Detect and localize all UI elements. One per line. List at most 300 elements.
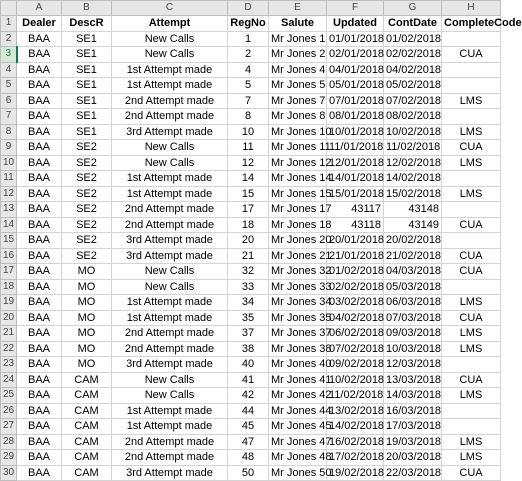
data-cell[interactable]: 12/02/2018 bbox=[384, 155, 442, 171]
data-cell[interactable]: 19/03/2018 bbox=[384, 434, 442, 450]
data-cell[interactable]: BAA bbox=[17, 186, 62, 202]
data-cell[interactable]: 07/02/2018 bbox=[384, 93, 442, 109]
data-cell[interactable]: 44 bbox=[228, 403, 269, 419]
data-cell[interactable]: BAA bbox=[17, 124, 62, 140]
table-header-row bbox=[1, 16, 501, 32]
data-cell[interactable]: BAA bbox=[17, 295, 62, 311]
data-cell[interactable]: 17/03/2018 bbox=[384, 419, 442, 435]
row-number[interactable]: 26 bbox=[1, 403, 17, 419]
data-cell[interactable]: BAA bbox=[17, 62, 62, 78]
table-row bbox=[1, 326, 501, 342]
data-cell[interactable]: New Calls bbox=[112, 155, 228, 171]
data-cell[interactable]: BAA bbox=[17, 279, 62, 295]
data-cell[interactable]: 11/01/2018 bbox=[327, 140, 384, 156]
data-cell[interactable]: Mr Jones 42 bbox=[269, 388, 327, 404]
data-cell[interactable]: 1st Attempt made bbox=[112, 310, 228, 326]
data-cell[interactable] bbox=[442, 78, 501, 94]
data-cell[interactable]: 47 bbox=[228, 434, 269, 450]
data-cell[interactable]: SE1 bbox=[62, 93, 112, 109]
data-cell[interactable]: CUA bbox=[442, 248, 501, 264]
row-number[interactable]: 21 bbox=[1, 326, 17, 342]
data-cell[interactable]: 2nd Attempt made bbox=[112, 434, 228, 450]
row-number[interactable]: 14 bbox=[1, 217, 17, 233]
data-cell[interactable]: 15/02/2018 bbox=[384, 186, 442, 202]
data-cell[interactable]: Mr Jones 33 bbox=[269, 279, 327, 295]
data-cell[interactable]: 12/03/2018 bbox=[384, 357, 442, 373]
data-cell[interactable]: 10/02/2018 bbox=[384, 124, 442, 140]
data-cell[interactable]: SE2 bbox=[62, 202, 112, 218]
data-cell[interactable]: LMS bbox=[442, 186, 501, 202]
data-cell[interactable]: 09/02/2018 bbox=[327, 357, 384, 373]
data-cell[interactable]: 2nd Attempt made bbox=[112, 217, 228, 233]
data-cell[interactable]: BAA bbox=[17, 202, 62, 218]
data-cell[interactable]: 10 bbox=[228, 124, 269, 140]
data-cell[interactable]: CAM bbox=[62, 388, 112, 404]
data-cell[interactable]: 37 bbox=[228, 326, 269, 342]
data-cell[interactable]: 5 bbox=[228, 78, 269, 94]
data-cell[interactable]: BAA bbox=[17, 140, 62, 156]
data-cell[interactable]: 01/02/2018 bbox=[327, 264, 384, 280]
data-cell[interactable]: SE2 bbox=[62, 140, 112, 156]
data-cell[interactable]: 10/01/2018 bbox=[327, 124, 384, 140]
data-cell[interactable]: New Calls bbox=[112, 279, 228, 295]
data-cell[interactable]: Mr Jones 11 bbox=[269, 140, 327, 156]
table-row bbox=[1, 264, 501, 280]
data-cell[interactable]: Mr Jones 45 bbox=[269, 419, 327, 435]
table-row bbox=[1, 233, 501, 249]
data-cell[interactable]: 10/03/2018 bbox=[384, 341, 442, 357]
row-number[interactable]: 1 bbox=[1, 16, 17, 32]
data-cell[interactable]: 21 bbox=[228, 248, 269, 264]
data-cell[interactable]: LMS bbox=[442, 155, 501, 171]
data-cell[interactable]: 16/02/2018 bbox=[327, 434, 384, 450]
table-row bbox=[1, 419, 501, 435]
data-cell[interactable] bbox=[442, 109, 501, 125]
data-cell[interactable]: 1st Attempt made bbox=[112, 186, 228, 202]
table-row bbox=[1, 186, 501, 202]
data-cell[interactable]: LMS bbox=[442, 434, 501, 450]
data-cell[interactable]: LMS bbox=[442, 93, 501, 109]
data-cell[interactable]: 05/01/2018 bbox=[327, 78, 384, 94]
row-number[interactable]: 18 bbox=[1, 279, 17, 295]
data-cell[interactable]: 3rd Attempt made bbox=[112, 357, 228, 373]
data-cell[interactable]: 1 bbox=[228, 31, 269, 47]
data-cell[interactable]: BAA bbox=[17, 155, 62, 171]
row-number[interactable]: 4 bbox=[1, 62, 17, 78]
data-cell[interactable]: 12/01/2018 bbox=[327, 155, 384, 171]
data-cell[interactable]: 21/02/2018 bbox=[384, 248, 442, 264]
data-cell[interactable]: LMS bbox=[442, 326, 501, 342]
data-cell[interactable]: 2nd Attempt made bbox=[112, 109, 228, 125]
row-number[interactable]: 25 bbox=[1, 388, 17, 404]
data-cell[interactable]: New Calls bbox=[112, 388, 228, 404]
data-cell[interactable]: 12 bbox=[228, 155, 269, 171]
data-cell[interactable]: CUA bbox=[442, 372, 501, 388]
data-cell[interactable] bbox=[442, 419, 501, 435]
column-header-g[interactable]: G bbox=[384, 1, 442, 16]
data-cell[interactable]: SE2 bbox=[62, 155, 112, 171]
header-cell[interactable]: Salute bbox=[269, 16, 327, 32]
data-cell[interactable]: Mr Jones 20 bbox=[269, 233, 327, 249]
column-header-c[interactable]: C bbox=[112, 1, 228, 16]
row-number[interactable]: 12 bbox=[1, 186, 17, 202]
data-cell[interactable]: 07/03/2018 bbox=[384, 310, 442, 326]
row-number[interactable]: 17 bbox=[1, 264, 17, 280]
data-cell[interactable]: 14 bbox=[228, 171, 269, 187]
data-cell[interactable]: 05/02/2018 bbox=[384, 78, 442, 94]
row-number[interactable]: 2 bbox=[1, 31, 17, 47]
data-cell[interactable]: 50 bbox=[228, 465, 269, 481]
data-cell[interactable]: 02/02/2018 bbox=[384, 47, 442, 63]
data-cell[interactable]: 3rd Attempt made bbox=[112, 465, 228, 481]
data-cell[interactable]: 8 bbox=[228, 109, 269, 125]
table-row bbox=[1, 31, 501, 47]
data-cell[interactable]: New Calls bbox=[112, 264, 228, 280]
data-cell[interactable]: 1st Attempt made bbox=[112, 295, 228, 311]
row-number[interactable]: 3 bbox=[1, 47, 17, 63]
data-cell[interactable]: BAA bbox=[17, 372, 62, 388]
data-cell[interactable]: New Calls bbox=[112, 372, 228, 388]
data-cell[interactable]: Mr Jones 44 bbox=[269, 403, 327, 419]
data-cell[interactable]: MO bbox=[62, 341, 112, 357]
data-cell[interactable] bbox=[442, 279, 501, 295]
data-cell[interactable]: Mr Jones 40 bbox=[269, 357, 327, 373]
data-cell[interactable]: CAM bbox=[62, 403, 112, 419]
row-number[interactable]: 30 bbox=[1, 465, 17, 481]
header-cell[interactable]: CompleteCode bbox=[442, 16, 501, 32]
row-number[interactable]: 27 bbox=[1, 419, 17, 435]
row-number[interactable]: 6 bbox=[1, 93, 17, 109]
data-cell[interactable]: 34 bbox=[228, 295, 269, 311]
data-cell[interactable]: 2nd Attempt made bbox=[112, 93, 228, 109]
data-cell[interactable]: BAA bbox=[17, 171, 62, 187]
data-cell[interactable]: BAA bbox=[17, 31, 62, 47]
data-cell[interactable]: BAA bbox=[17, 450, 62, 466]
data-cell[interactable]: 13/03/2018 bbox=[384, 372, 442, 388]
data-cell[interactable]: SE1 bbox=[62, 62, 112, 78]
data-cell[interactable]: BAA bbox=[17, 403, 62, 419]
data-cell[interactable]: 40 bbox=[228, 357, 269, 373]
data-cell[interactable]: Mr Jones 12 bbox=[269, 155, 327, 171]
data-cell[interactable]: 20/01/2018 bbox=[327, 233, 384, 249]
data-cell[interactable]: 1st Attempt made bbox=[112, 62, 228, 78]
row-number[interactable]: 11 bbox=[1, 171, 17, 187]
data-cell[interactable] bbox=[442, 233, 501, 249]
row-number[interactable]: 8 bbox=[1, 124, 17, 140]
data-cell[interactable]: 17 bbox=[228, 202, 269, 218]
data-cell[interactable]: BAA bbox=[17, 248, 62, 264]
row-number[interactable]: 28 bbox=[1, 434, 17, 450]
data-cell[interactable]: BAA bbox=[17, 434, 62, 450]
data-cell[interactable]: SE1 bbox=[62, 109, 112, 125]
data-cell[interactable]: SE1 bbox=[62, 47, 112, 63]
table-row bbox=[1, 465, 501, 481]
data-cell[interactable]: BAA bbox=[17, 419, 62, 435]
data-cell[interactable]: BAA bbox=[17, 217, 62, 233]
data-cell[interactable]: Mr Jones 47 bbox=[269, 434, 327, 450]
data-cell[interactable]: Mr Jones 2 bbox=[269, 47, 327, 63]
data-cell[interactable]: CUA bbox=[442, 310, 501, 326]
column-header-f[interactable]: F bbox=[327, 1, 384, 16]
data-cell[interactable]: SE1 bbox=[62, 78, 112, 94]
data-cell[interactable]: 19/02/2018 bbox=[327, 465, 384, 481]
data-cell[interactable]: BAA bbox=[17, 341, 62, 357]
header-cell[interactable]: ContDate bbox=[384, 16, 442, 32]
data-cell[interactable]: 11/02/2018 bbox=[384, 140, 442, 156]
data-cell[interactable]: 11/02/2018 bbox=[327, 388, 384, 404]
row-number[interactable]: 10 bbox=[1, 155, 17, 171]
data-cell[interactable]: BAA bbox=[17, 93, 62, 109]
row-number[interactable]: 15 bbox=[1, 233, 17, 249]
data-cell[interactable]: 04/03/2018 bbox=[384, 264, 442, 280]
data-cell[interactable]: BAA bbox=[17, 233, 62, 249]
data-cell[interactable]: New Calls bbox=[112, 47, 228, 63]
data-cell[interactable]: 21/01/2018 bbox=[327, 248, 384, 264]
data-cell[interactable]: MO bbox=[62, 264, 112, 280]
data-cell[interactable]: 16/03/2018 bbox=[384, 403, 442, 419]
column-header-row bbox=[1, 1, 501, 16]
data-cell[interactable]: 04/02/2018 bbox=[384, 62, 442, 78]
data-cell[interactable]: BAA bbox=[17, 310, 62, 326]
data-cell[interactable]: CAM bbox=[62, 450, 112, 466]
row-number[interactable]: 23 bbox=[1, 357, 17, 373]
data-cell[interactable]: 2nd Attempt made bbox=[112, 450, 228, 466]
data-cell[interactable]: Mr Jones 41 bbox=[269, 372, 327, 388]
data-cell[interactable]: 4 bbox=[228, 62, 269, 78]
data-cell[interactable]: SE1 bbox=[62, 31, 112, 47]
data-cell[interactable] bbox=[442, 31, 501, 47]
data-cell[interactable]: Mr Jones 32 bbox=[269, 264, 327, 280]
data-cell[interactable]: Mr Jones 37 bbox=[269, 326, 327, 342]
data-cell[interactable]: Mr Jones 14 bbox=[269, 171, 327, 187]
table-row bbox=[1, 124, 501, 140]
data-cell[interactable]: 2nd Attempt made bbox=[112, 341, 228, 357]
column-header-d[interactable]: D bbox=[228, 1, 269, 16]
row-number[interactable]: 16 bbox=[1, 248, 17, 264]
data-cell[interactable]: 42 bbox=[228, 388, 269, 404]
column-header-h[interactable]: H bbox=[442, 1, 501, 16]
row-number[interactable]: 5 bbox=[1, 78, 17, 94]
data-cell[interactable]: 41 bbox=[228, 372, 269, 388]
data-cell[interactable]: 20/03/2018 bbox=[384, 450, 442, 466]
data-cell[interactable] bbox=[442, 403, 501, 419]
data-cell[interactable]: MO bbox=[62, 326, 112, 342]
data-cell[interactable]: 14/02/2018 bbox=[327, 419, 384, 435]
data-cell[interactable]: 20/02/2018 bbox=[384, 233, 442, 249]
data-cell[interactable]: 11 bbox=[228, 140, 269, 156]
data-cell[interactable]: 07/02/2018 bbox=[327, 341, 384, 357]
data-cell[interactable]: Mr Jones 5 bbox=[269, 78, 327, 94]
row-number[interactable]: 7 bbox=[1, 109, 17, 125]
data-cell[interactable]: 3rd Attempt made bbox=[112, 248, 228, 264]
data-cell[interactable]: Mr Jones 35 bbox=[269, 310, 327, 326]
data-cell[interactable]: Mr Jones 7 bbox=[269, 93, 327, 109]
data-cell[interactable]: CAM bbox=[62, 372, 112, 388]
data-cell[interactable]: 48 bbox=[228, 450, 269, 466]
data-cell[interactable]: MO bbox=[62, 310, 112, 326]
data-cell[interactable]: 04/02/2018 bbox=[327, 310, 384, 326]
data-cell[interactable]: 09/03/2018 bbox=[384, 326, 442, 342]
row-number[interactable]: 13 bbox=[1, 202, 17, 218]
data-cell[interactable]: SE2 bbox=[62, 171, 112, 187]
data-cell[interactable]: Mr Jones 50 bbox=[269, 465, 327, 481]
data-cell[interactable]: 05/03/2018 bbox=[384, 279, 442, 295]
data-cell[interactable]: 08/01/2018 bbox=[327, 109, 384, 125]
data-cell[interactable]: 14/03/2018 bbox=[384, 388, 442, 404]
data-cell[interactable]: CUA bbox=[442, 264, 501, 280]
data-cell[interactable]: 2nd Attempt made bbox=[112, 202, 228, 218]
table-row bbox=[1, 248, 501, 264]
data-cell[interactable]: CAM bbox=[62, 465, 112, 481]
data-cell[interactable]: CUA bbox=[442, 140, 501, 156]
row-number[interactable]: 29 bbox=[1, 450, 17, 466]
row-number[interactable]: 22 bbox=[1, 341, 17, 357]
data-cell[interactable]: 43117 bbox=[327, 202, 384, 218]
data-cell[interactable]: Mr Jones 21 bbox=[269, 248, 327, 264]
data-cell[interactable]: 04/01/2018 bbox=[327, 62, 384, 78]
data-cell[interactable]: 15/01/2018 bbox=[327, 186, 384, 202]
header-cell[interactable]: RegNo bbox=[228, 16, 269, 32]
column-header-b[interactable]: B bbox=[62, 1, 112, 16]
data-cell[interactable]: CUA bbox=[442, 47, 501, 63]
data-cell[interactable]: 32 bbox=[228, 264, 269, 280]
data-cell[interactable]: BAA bbox=[17, 47, 62, 63]
data-cell[interactable]: 43118 bbox=[327, 217, 384, 233]
data-cell[interactable]: 33 bbox=[228, 279, 269, 295]
data-cell[interactable]: 06/02/2018 bbox=[327, 326, 384, 342]
data-cell[interactable]: LMS bbox=[442, 341, 501, 357]
data-cell[interactable] bbox=[442, 357, 501, 373]
data-cell[interactable]: 1st Attempt made bbox=[112, 403, 228, 419]
data-cell[interactable]: 1st Attempt made bbox=[112, 419, 228, 435]
data-cell[interactable]: LMS bbox=[442, 388, 501, 404]
data-cell[interactable]: BAA bbox=[17, 78, 62, 94]
data-cell[interactable]: 1st Attempt made bbox=[112, 171, 228, 187]
data-cell[interactable]: Mr Jones 38 bbox=[269, 341, 327, 357]
data-cell[interactable]: SE2 bbox=[62, 248, 112, 264]
header-cell[interactable]: DescR bbox=[62, 16, 112, 32]
data-cell[interactable]: 3rd Attempt made bbox=[112, 233, 228, 249]
data-cell[interactable]: Mr Jones 17 bbox=[269, 202, 327, 218]
data-cell[interactable]: 01/01/2018 bbox=[327, 31, 384, 47]
data-cell[interactable]: LMS bbox=[442, 295, 501, 311]
data-cell[interactable]: MO bbox=[62, 279, 112, 295]
data-cell[interactable]: 14/01/2018 bbox=[327, 171, 384, 187]
data-cell[interactable] bbox=[442, 62, 501, 78]
data-cell[interactable]: 03/02/2018 bbox=[327, 295, 384, 311]
data-cell[interactable]: 13/02/2018 bbox=[327, 403, 384, 419]
row-number[interactable]: 20 bbox=[1, 310, 17, 326]
data-cell[interactable]: 45 bbox=[228, 419, 269, 435]
table-row bbox=[1, 140, 501, 156]
table-row bbox=[1, 357, 501, 373]
data-cell[interactable]: SE1 bbox=[62, 124, 112, 140]
data-cell[interactable]: Mr Jones 8 bbox=[269, 109, 327, 125]
data-cell[interactable]: LMS bbox=[442, 124, 501, 140]
data-cell[interactable]: SE2 bbox=[62, 217, 112, 233]
data-cell[interactable]: 35 bbox=[228, 310, 269, 326]
data-cell[interactable]: 17/02/2018 bbox=[327, 450, 384, 466]
table-row bbox=[1, 295, 501, 311]
data-cell[interactable]: 02/01/2018 bbox=[327, 47, 384, 63]
data-cell[interactable]: 3rd Attempt made bbox=[112, 124, 228, 140]
data-cell[interactable]: Mr Jones 4 bbox=[269, 62, 327, 78]
data-cell[interactable]: 01/02/2018 bbox=[384, 31, 442, 47]
column-header-a[interactable]: A bbox=[17, 1, 62, 16]
data-cell[interactable]: BAA bbox=[17, 357, 62, 373]
data-cell[interactable]: CAM bbox=[62, 434, 112, 450]
data-cell[interactable]: BAA bbox=[17, 465, 62, 481]
table-row bbox=[1, 403, 501, 419]
table-row bbox=[1, 171, 501, 187]
table-row bbox=[1, 62, 501, 78]
header-cell[interactable]: Dealer bbox=[17, 16, 62, 32]
data-cell[interactable]: CAM bbox=[62, 419, 112, 435]
data-cell[interactable]: Mr Jones 15 bbox=[269, 186, 327, 202]
data-cell[interactable]: 18 bbox=[228, 217, 269, 233]
data-cell[interactable]: BAA bbox=[17, 326, 62, 342]
data-cell[interactable]: MO bbox=[62, 357, 112, 373]
data-cell[interactable]: Mr Jones 18 bbox=[269, 217, 327, 233]
table-row bbox=[1, 450, 501, 466]
data-cell[interactable]: 15 bbox=[228, 186, 269, 202]
column-header-e[interactable]: E bbox=[269, 1, 327, 16]
data-cell[interactable]: LMS bbox=[442, 450, 501, 466]
data-cell[interactable]: BAA bbox=[17, 388, 62, 404]
data-cell[interactable]: Mr Jones 1 bbox=[269, 31, 327, 47]
data-cell[interactable] bbox=[442, 202, 501, 218]
row-number[interactable]: 19 bbox=[1, 295, 17, 311]
data-cell[interactable]: 2nd Attempt made bbox=[112, 326, 228, 342]
table-row bbox=[1, 217, 501, 233]
data-cell[interactable]: 1st Attempt made bbox=[112, 78, 228, 94]
header-cell[interactable]: Updated bbox=[327, 16, 384, 32]
data-cell[interactable]: New Calls bbox=[112, 140, 228, 156]
table-row bbox=[1, 155, 501, 171]
data-cell[interactable]: BAA bbox=[17, 109, 62, 125]
data-cell[interactable]: 14/02/2018 bbox=[384, 171, 442, 187]
data-cell[interactable]: New Calls bbox=[112, 31, 228, 47]
data-cell[interactable]: Mr Jones 34 bbox=[269, 295, 327, 311]
data-cell[interactable]: BAA bbox=[17, 264, 62, 280]
data-cell[interactable]: 43148 bbox=[384, 202, 442, 218]
data-cell[interactable]: SE2 bbox=[62, 186, 112, 202]
data-cell[interactable]: 07/01/2018 bbox=[327, 93, 384, 109]
data-cell[interactable]: MO bbox=[62, 295, 112, 311]
data-cell[interactable]: 20 bbox=[228, 233, 269, 249]
data-cell[interactable]: 02/02/2018 bbox=[327, 279, 384, 295]
header-cell[interactable]: Attempt bbox=[112, 16, 228, 32]
data-cell[interactable]: Mr Jones 10 bbox=[269, 124, 327, 140]
data-cell[interactable]: 2 bbox=[228, 47, 269, 63]
data-cell[interactable]: 38 bbox=[228, 341, 269, 357]
data-cell[interactable]: 43149 bbox=[384, 217, 442, 233]
row-number[interactable]: 24 bbox=[1, 372, 17, 388]
data-cell[interactable]: 08/02/2018 bbox=[384, 109, 442, 125]
data-cell[interactable]: 7 bbox=[228, 93, 269, 109]
data-cell[interactable]: 06/03/2018 bbox=[384, 295, 442, 311]
data-cell[interactable]: CUA bbox=[442, 465, 501, 481]
data-cell[interactable] bbox=[442, 171, 501, 187]
data-cell[interactable]: Mr Jones 48 bbox=[269, 450, 327, 466]
select-all-corner[interactable] bbox=[1, 1, 17, 16]
data-cell[interactable]: 10/02/2018 bbox=[327, 372, 384, 388]
table-row bbox=[1, 109, 501, 125]
data-cell[interactable]: CUA bbox=[442, 217, 501, 233]
data-cell[interactable]: 22/03/2018 bbox=[384, 465, 442, 481]
row-number[interactable]: 9 bbox=[1, 140, 17, 156]
data-cell[interactable]: SE2 bbox=[62, 233, 112, 249]
